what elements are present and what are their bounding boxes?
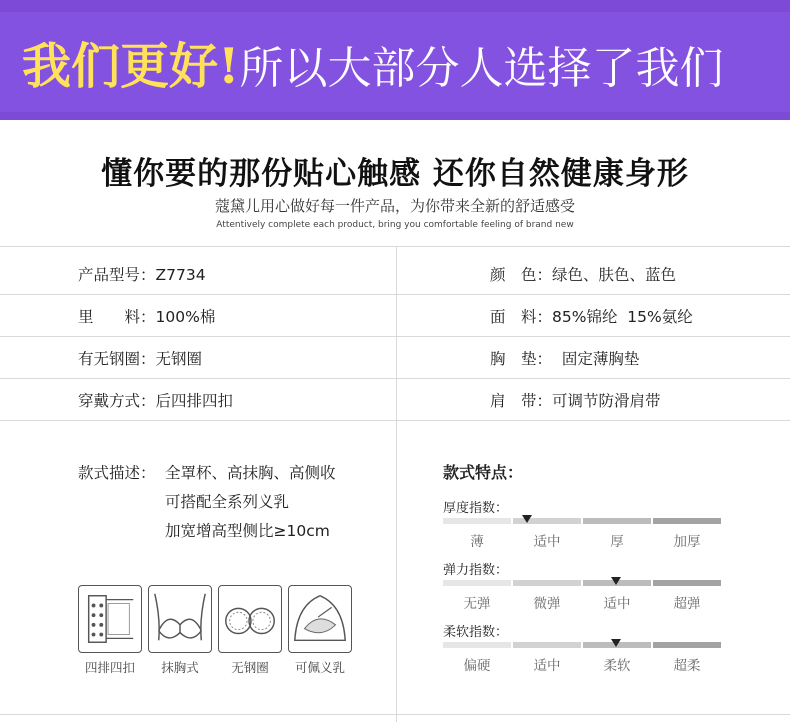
column-divider <box>396 246 397 722</box>
prosthesis-pocket-icon <box>288 585 352 653</box>
scale-marker <box>611 639 621 647</box>
elasticity-scale-title: 弹力指数： <box>443 563 509 578</box>
page-title: 懂你要的那份贴心触感 还你自然健康身形 <box>101 156 689 192</box>
scale-segment <box>583 518 651 524</box>
scale-label: 适中 <box>533 534 561 550</box>
icon-label: 四排四扣 <box>84 660 135 675</box>
spec-color: 颜 色：绿色、肤色、蓝色 <box>490 266 677 284</box>
banner-headline <box>22 28 724 98</box>
spec-model: 产品型号：Z7734 <box>78 266 206 284</box>
page-english-subtitle: Attentively complete each product, bring you comfortable feeling of brand new <box>216 220 574 230</box>
scale-segment <box>443 580 511 586</box>
scale-label: 适中 <box>603 596 631 612</box>
spec-wire: 有无钢圈：无钢圈 <box>78 350 203 368</box>
page-subtitle: 蔻黛儿用心做好每一件产品，为你带来全新的舒适感受 <box>214 197 575 215</box>
scale-label: 微弹 <box>533 596 561 612</box>
description-line: 加宽增高型侧比≥10cm <box>165 522 330 540</box>
icon-label: 可佩义乳 <box>294 660 345 675</box>
features-title: 款式特点： <box>443 463 524 482</box>
spec-fabric: 面 料：85%锦纶 15%氨纶 <box>490 308 693 326</box>
scale-label: 超弹 <box>673 596 701 612</box>
description-line: 可搭配全系列义乳 <box>165 493 290 511</box>
scale-marker <box>522 515 532 523</box>
description-label: 款式描述： <box>78 464 156 482</box>
scale-segment <box>443 642 511 648</box>
divider <box>0 714 790 715</box>
promo-banner <box>0 0 790 120</box>
banner-rest-text: 所以大部分人选择了我们 <box>239 43 724 94</box>
divider <box>0 294 790 295</box>
description-line: 全罩杯、高抹胸、高侧收 <box>165 464 336 482</box>
icon-label: 无钢圈 <box>231 660 269 675</box>
spec-strap: 肩 带：可调节防滑肩带 <box>490 392 661 410</box>
scale-label: 柔软 <box>603 658 631 674</box>
scale-label: 适中 <box>533 658 561 674</box>
softness-scale-title: 柔软指数： <box>443 625 509 640</box>
scale-marker <box>611 577 621 585</box>
full-cup-bra-icon <box>148 585 212 653</box>
scale-label: 偏硬 <box>463 658 491 674</box>
scale-label: 厚 <box>610 534 624 550</box>
divider <box>0 246 790 247</box>
divider <box>0 378 790 379</box>
scale-segment <box>653 580 721 586</box>
divider <box>0 336 790 337</box>
banner-highlight: 我们更好! <box>22 37 240 95</box>
wire-free-cups-icon <box>218 585 282 653</box>
scale-segment <box>653 518 721 524</box>
scale-segment <box>513 580 581 586</box>
hook-clasp-icon <box>78 585 142 653</box>
scale-label: 无弹 <box>463 596 491 612</box>
scale-label: 薄 <box>470 534 484 550</box>
scale-label: 超柔 <box>673 658 701 674</box>
scale-label: 加厚 <box>673 534 701 550</box>
scale-segment <box>513 642 581 648</box>
scale-segment <box>443 518 511 524</box>
spec-lining: 里 料：100%棉 <box>78 308 216 326</box>
scale-segment <box>653 642 721 648</box>
thickness-scale-title: 厚度指数： <box>443 501 509 516</box>
divider <box>0 420 790 421</box>
spec-closure: 穿戴方式：后四排四扣 <box>78 392 234 410</box>
icon-label: 抹胸式 <box>161 660 199 675</box>
spec-pad: 胸 垫： 固定薄胸垫 <box>490 350 640 368</box>
